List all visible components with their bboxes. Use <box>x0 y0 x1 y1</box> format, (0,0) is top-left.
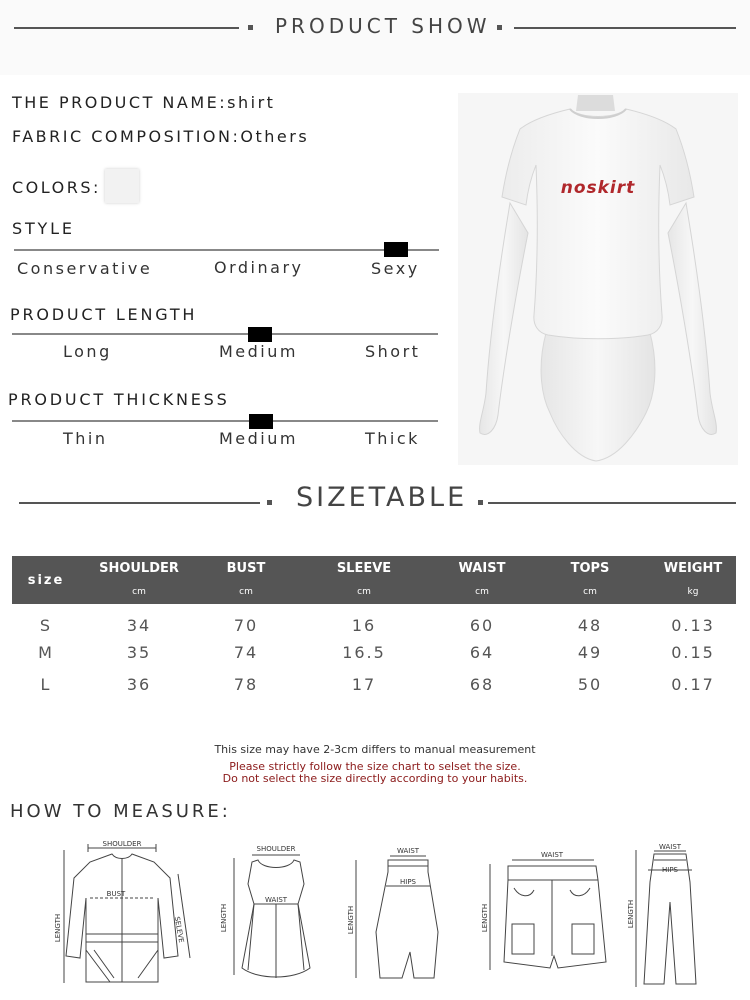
colors-label: COLORS: <box>12 178 101 197</box>
cell-tops: 48 <box>577 615 603 635</box>
note-measurement: This size may have 2-3cm differs to manual measurement <box>214 743 536 756</box>
style-label: STYLE <box>12 219 75 238</box>
label-hips: HIPS <box>662 866 678 874</box>
label-waist: WAIST <box>396 847 420 855</box>
length-option-short: Short <box>365 342 421 361</box>
thickness-option-thick: Thick <box>365 429 420 448</box>
length-option-medium: Medium <box>219 342 298 361</box>
length-marker <box>248 327 272 342</box>
cell-bust: 78 <box>233 674 259 694</box>
shirt-print-text: noskirt <box>560 178 636 198</box>
sizetable-left-rule <box>19 502 260 504</box>
unit-weight: kg <box>650 580 736 604</box>
dress-measure-diagram <box>214 840 314 985</box>
cell-waist: 60 <box>469 615 495 635</box>
cell-weight: 0.17 <box>671 674 715 694</box>
table-row <box>12 668 736 700</box>
label-waist: WAIST <box>658 843 682 851</box>
cell-waist: 64 <box>469 642 495 662</box>
cell-waist: 68 <box>469 674 495 694</box>
style-scale <box>14 249 439 251</box>
cell-sleeve: 16.5 <box>342 642 386 662</box>
cell-tops: 50 <box>577 674 603 694</box>
label-length: LENGTH <box>627 899 635 929</box>
unit-waist: cm <box>434 580 530 604</box>
skirt-measure-diagram <box>340 842 450 987</box>
cell-bust: 74 <box>233 642 259 662</box>
how-to-measure-title: HOW TO MEASURE: <box>10 801 231 822</box>
cell-shoulder: 36 <box>126 674 152 694</box>
header-weight: WEIGHT <box>650 556 736 580</box>
pants-measure-diagram <box>620 842 705 992</box>
style-option-ordinary: Ordinary <box>214 258 304 277</box>
cell-weight: 0.13 <box>671 615 715 635</box>
length-option-long: Long <box>63 342 112 361</box>
header-tops: TOPS <box>530 556 650 580</box>
unit-shoulder: cm <box>80 580 198 604</box>
cell-size: S <box>39 615 53 635</box>
label-length: LENGTH <box>347 905 355 935</box>
header-waist: WAIST <box>434 556 530 580</box>
header-bust: BUST <box>198 556 294 580</box>
cell-sleeve: 17 <box>351 674 377 694</box>
table-row <box>12 604 736 636</box>
shirt-on-mannequin-image <box>458 93 738 465</box>
header-size: size <box>12 556 80 604</box>
fabric-composition: FABRIC COMPOSITION:Others <box>12 127 310 146</box>
label-length: LENGTH <box>481 903 489 933</box>
label-waist: WAIST <box>264 896 288 904</box>
header-left-dot <box>248 25 253 30</box>
product-photo <box>458 93 738 465</box>
product-name: THE PRODUCT NAME:shirt <box>12 93 276 112</box>
unit-bust: cm <box>198 580 294 604</box>
length-label: PRODUCT LENGTH <box>10 305 198 324</box>
cell-bust: 70 <box>233 615 259 635</box>
header-shoulder: SHOULDER <box>80 556 198 580</box>
label-bust: BUST <box>106 890 126 898</box>
header-sleeve: SLEEVE <box>294 556 434 580</box>
note-habits: Do not select the size directly according to your habits. <box>222 772 528 785</box>
label-seleve: SELEVE <box>172 915 186 944</box>
length-scale <box>12 333 438 335</box>
cell-weight: 0.15 <box>671 642 715 662</box>
label-length: LENGTH <box>220 903 228 933</box>
style-option-sexy: Sexy <box>371 259 420 278</box>
cell-shoulder: 35 <box>126 642 152 662</box>
sizetable-title: SIZETABLE <box>296 482 468 513</box>
header-right-dot <box>497 25 502 30</box>
thickness-marker <box>249 414 273 429</box>
thickness-scale <box>12 420 438 422</box>
cell-shoulder: 34 <box>126 615 152 635</box>
unit-sleeve: cm <box>294 580 434 604</box>
label-shoulder: SHOULDER <box>256 845 296 853</box>
table-row <box>12 636 736 668</box>
sizetable-left-dot <box>267 500 272 505</box>
unit-tops: cm <box>530 580 650 604</box>
thickness-option-medium: Medium <box>219 429 298 448</box>
cell-size: M <box>38 642 54 662</box>
label-shoulder: SHOULDER <box>102 840 142 848</box>
color-swatch[interactable] <box>105 169 139 203</box>
style-marker <box>384 242 408 257</box>
page-title: PRODUCT SHOW <box>275 14 491 38</box>
thickness-option-thin: Thin <box>63 429 108 448</box>
note-follow-chart: Please strictly follow the size chart to selset the size. <box>229 760 521 773</box>
label-hips: HIPS <box>400 878 416 886</box>
header-left-rule <box>14 27 239 29</box>
size-table <box>12 556 736 700</box>
sizetable-right-rule <box>488 502 736 504</box>
jacket-measure-diagram <box>50 838 200 993</box>
style-option-conservative: Conservative <box>17 259 153 278</box>
denim-skirt-measure-diagram <box>474 844 610 974</box>
cell-tops: 49 <box>577 642 603 662</box>
header-right-rule <box>514 27 736 29</box>
cell-size: L <box>40 674 52 694</box>
cell-sleeve: 16 <box>351 615 377 635</box>
sizetable-right-dot <box>478 500 483 505</box>
thickness-label: PRODUCT THICKNESS <box>8 390 230 409</box>
label-waist: WAIST <box>540 851 564 859</box>
label-length: LENGTH <box>54 913 62 943</box>
